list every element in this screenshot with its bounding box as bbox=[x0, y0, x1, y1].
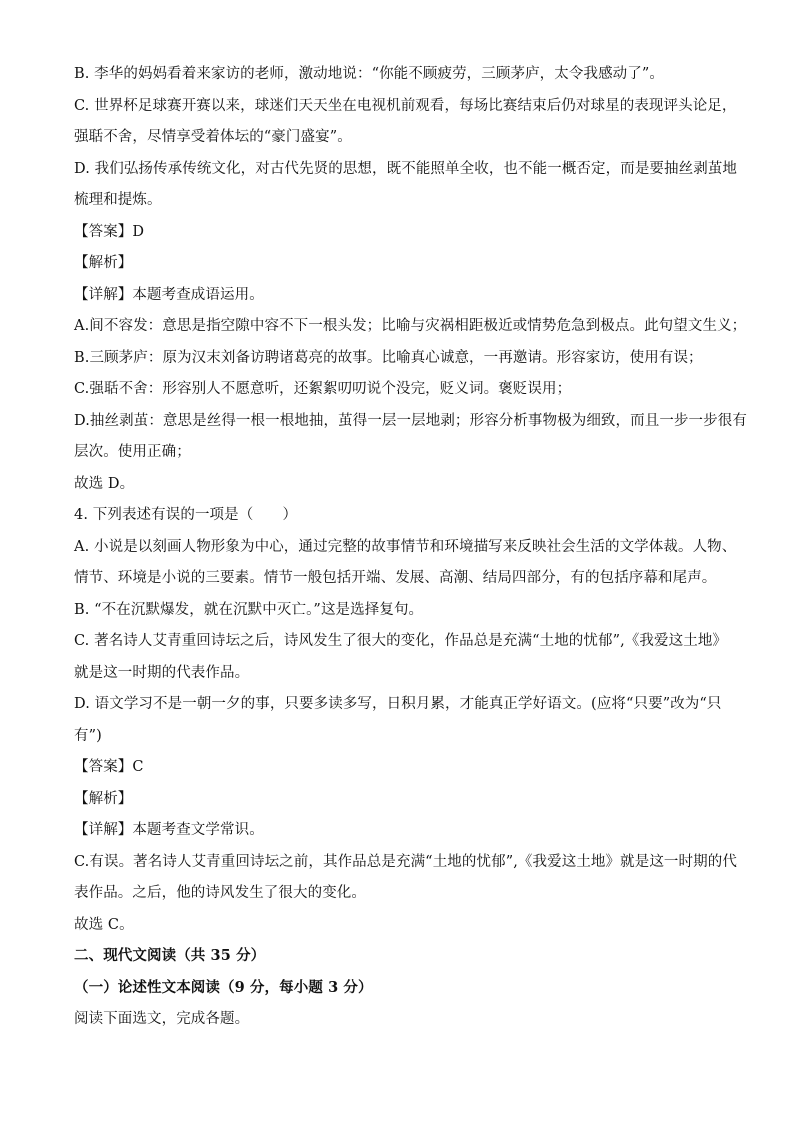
analysis-label-q4: 【解析】 bbox=[74, 791, 133, 807]
conclusion-q3: 故选 D。 bbox=[74, 476, 135, 492]
option-b-line: B. 李华的妈妈看着来家访的老师，激动地说：“你能不顾疲劳，三顾茅庐，太令我感动了”。 bbox=[74, 66, 664, 82]
detail-c-line: C.强聒不舍：形容别人不愿意听，还絮絮叨叨说个没完，贬义词。褒贬误用； bbox=[74, 381, 572, 397]
detail-q4-line-2: 表作品。之后，他的诗风发生了很大的变化。 bbox=[74, 885, 366, 901]
detail-intro-q4: 【详解】本题考查文学常识。 bbox=[74, 822, 264, 838]
answer-label-q3: 【答案】D bbox=[74, 224, 145, 240]
q4-option-c-line-1: C. 著名诗人艾青重回诗坛之后，诗风发生了很大的变化，作品总是充满“土地的忧郁”,《我爱这土地》 bbox=[74, 633, 728, 649]
q4-option-d-line-2: 有”) bbox=[74, 728, 102, 744]
detail-intro-q3: 【详解】本题考查成语运用。 bbox=[74, 287, 264, 303]
detail-d-line-2: 层次。使用正确； bbox=[74, 444, 191, 460]
section-heading: 二、现代文阅读（共 35 分） bbox=[74, 947, 266, 964]
reading-instruction: 阅读下面选文，完成各题。 bbox=[74, 1011, 250, 1027]
option-c-line-1: C. 世界杯足球赛开赛以来，球迷们天天坐在电视机前观看，每场比赛结束后仍对球星的表现评头论足， bbox=[74, 98, 737, 114]
q4-option-c-line-2: 就是这一时期的代表作品。 bbox=[74, 665, 250, 681]
conclusion-q4: 故选 C。 bbox=[74, 917, 134, 933]
q4-option-d-line-1: D. 语文学习不是一朝一夕的事，只要多读多写，日积月累，才能真正学好语文。(应将“只要”改为“只 bbox=[74, 696, 722, 712]
option-d-line-1: D. 我们弘扬传承传统文化，对古代先贤的思想，既不能照单全收，也不能一概否定，而是要抽丝剥茧地 bbox=[74, 161, 738, 177]
analysis-label-q3: 【解析】 bbox=[74, 255, 133, 271]
option-c-line-2: 强聒不舍，尽情享受着体坛的“豪门盛宴”。 bbox=[74, 129, 352, 145]
option-d-line-2: 梳理和提炼。 bbox=[74, 192, 162, 208]
q4-option-a-line-1: A. 小说是以刻画人物形象为中心，通过完整的故事情节和环境描写来反映社会生活的文学体裁。人物、 bbox=[74, 539, 737, 555]
detail-d-line-1: D.抽丝剥茧：意思是丝得一根一根地抽，茧得一层一层地剥；形容分析事物极为细致，而且一步一步很有 bbox=[74, 413, 747, 429]
answer-label-q4: 【答案】C bbox=[74, 759, 144, 775]
detail-q4-line-1: C.有误。著名诗人艾青重回诗坛之前，其作品总是充满“土地的忧郁”,《我爱这土地》就是这一时期的代 bbox=[74, 854, 737, 870]
subsection-heading: （一）论述性文本阅读（9 分，每小题 3 分） bbox=[74, 979, 373, 996]
question-4-stem: 4. 下列表述有误的一项是（ ） bbox=[74, 507, 298, 523]
detail-b-line: B.三顾茅庐：原为汉末刘备访聘诸葛亮的故事。比喻真心诚意，一再邀请。形容家访，使用有误； bbox=[74, 350, 703, 366]
q4-option-b-line: B. “不在沉默爆发，就在沉默中灭亡。”这是选择复句。 bbox=[74, 602, 424, 618]
detail-a-line: A.间不容发：意思是指空隙中容不下一根头发；比喻与灾祸相距极近或情势危急到极点。此句望文生义； bbox=[74, 318, 747, 334]
q4-option-a-line-2: 情节、环境是小说的三要素。情节一般包括开端、发展、高潮、结局四部分，有的包括序幕和尾声。 bbox=[74, 570, 717, 586]
